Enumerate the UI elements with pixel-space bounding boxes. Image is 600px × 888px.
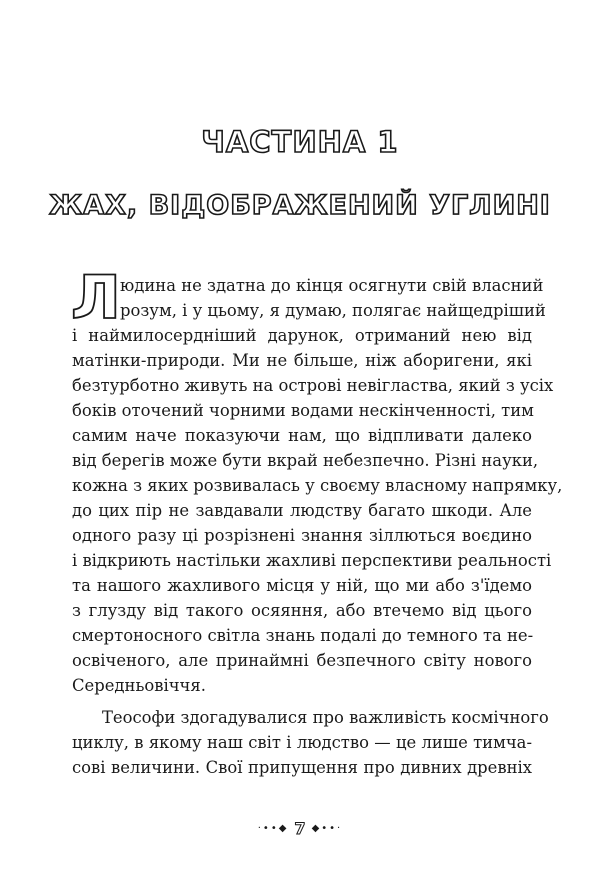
text-line: і наймилосердніший дарунок, отриманий нею від	[72, 326, 532, 345]
text-line: з глузду від такого осяяння, або втечемо від цього	[72, 601, 532, 620]
text-line: розум, і у цьому, я думаю, полягає найщедріший	[120, 301, 546, 320]
text-line: та нашого жахливого місця у ній, що ми або з'їдемо	[72, 576, 532, 595]
text-line: смертоносного світла знань подалі до темного та не-	[72, 626, 534, 645]
page-footer	[0, 819, 600, 840]
text-line: кожна з яких розвивалась у своєму власному напрямку,	[72, 476, 563, 495]
text-line: Середньовіччя.	[72, 676, 206, 695]
text-line: боків оточений чорними водами нескінченності, тим	[72, 401, 534, 420]
text-line: матінки-природи. Ми не більше, ніж аборигени, які	[72, 351, 532, 370]
text-line: безтурботно живуть на острові невігластва, який з усіх	[72, 376, 554, 395]
page-number: 7	[294, 819, 306, 838]
text-line: від берегів може бути вкрай небезпечно. Різні науки,	[72, 451, 539, 470]
text-line: і відкриють настільки жахливі перспективи реальності	[72, 551, 552, 570]
ornament-right-icon: ◆••·	[311, 823, 343, 834]
drop-cap: Л	[71, 263, 121, 333]
text-line: сові величини. Свої припущення про дивних древніх	[72, 758, 532, 777]
part-title: ЧАСТИНА 1	[201, 125, 399, 159]
text-line: освіченого, але принаймні безпечного світу нового	[72, 651, 532, 670]
text-line: одного разу ці розрізнені знання зіллються воєдино	[72, 526, 532, 545]
ornament-left-icon: ·••◆	[257, 823, 289, 834]
text-line: Теософи здогадувалися про важливість космічного	[102, 708, 549, 727]
text-line: циклу, в якому наш світ і людство — це лише тимча-	[72, 733, 532, 752]
text-line: самим наче показуючи нам, що відпливати далеко	[72, 426, 532, 445]
text-line: до цих пір не завдавали людству багато шкоди. Але	[72, 501, 532, 520]
chapter-title: ЖАХ, ВІДОБРАЖЕНИЙ УГЛИНІ	[49, 190, 551, 221]
text-line: юдина не здатна до кінця осягнути свій власний	[120, 276, 544, 295]
